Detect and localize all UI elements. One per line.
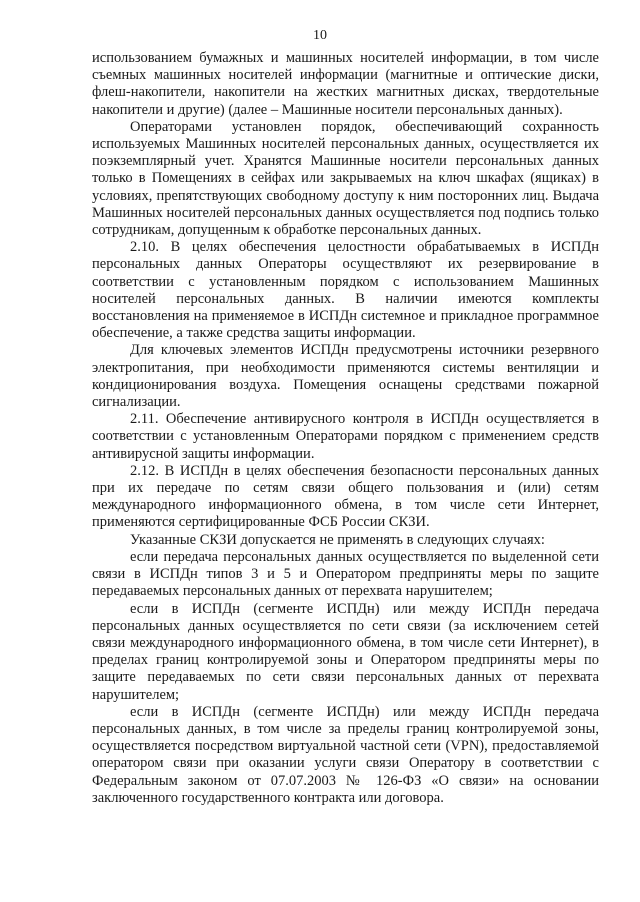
paragraph: Для ключевых элементов ИСПДн предусмотрены источники резервного электропитания, при необходимости применяются системы вентиляции и кондиционирования воздуха. Помещения оснащены средствами пожарной сигнализации. — [92, 342, 599, 411]
paragraph: если в ИСПДн (сегменте ИСПДн) или между ИСПДн передача персональных данных осуществляется по сети связи (за исключением сетей связи международного информационного обмена, в том числе сети Интернет), в пределах границ контролируемой зоны и Оператором предприняты меры по защите передаваемых по сети связи персональных данных от перехвата нарушителем; — [92, 600, 599, 703]
paragraph: если в ИСПДн (сегменте ИСПДн) или между ИСПДн передача персональных данных, в том числе за пределы границ контролируемой зоны, осуществляется посредством виртуальной частной сети (VPN), предоставляемой оператором связи при оказании услуги связи Оператору в соответствии с Федеральным законом от 07.07.2003 № 126-ФЗ «О связи» на основании заключенного государственного контракта или договора. — [92, 703, 599, 806]
body-text — [92, 50, 599, 807]
paragraph: Операторами установлен порядок, обеспечивающий сохранность используемых Машинных носителей персональных данных, осуществляется их поэкземплярный учет. Хранятся Машинные носители персональных данных только в Помещениях в сейфах или закрываемых на ключ шкафах (ящиках) в условиях, препятствующих свободному доступу к ним посторонних лиц. Выдача Машинных носителей персональных данных осуществляется под подпись только сотрудникам, допущенным к обработке персональных данных. — [92, 118, 599, 239]
paragraph: использованием бумажных и машинных носителей информации, в том числе съемных машинных носителей информации (магнитные и оптические диски, флеш-накопители, накопители на жестких магнитных дисках, твердотельные накопители и другие) (далее – Машинные носители персональных данных). — [92, 50, 599, 118]
paragraph: 2.12. В ИСПДн в целях обеспечения безопасности персональных данных при их передаче по сетям связи общего пользования и (или) сетям международного информационного обмена, в том числе сети Интернет, применяются сертифицированные ФСБ России СКЗИ. — [92, 462, 599, 531]
paragraph: 2.11. Обеспечение антивирусного контроля в ИСПДн осуществляется в соответствии с установленным Операторами порядком с применением средств антивирусной защиты информации. — [92, 411, 599, 462]
paragraph: Указанные СКЗИ допускается не применять в следующих случаях: — [130, 531, 545, 548]
paragraph: 2.10. В целях обеспечения целостности обрабатываемых в ИСПДн персональных данных Операторы осуществляют их резервирование в соответствии с установленным порядком с использованием Машинных носителей персональных данных. В наличии имеются комплекты восстановления на применяемое в ИСПДн системное и прикладное программное обеспечение, а также средства защиты информации. — [92, 239, 599, 342]
page-number: 10 — [313, 28, 327, 43]
paragraph: если передача персональных данных осуществляется по выделенной сети связи в ИСПДн типов 3 и 5 и Оператором предприняты меры по защите передаваемых персональных данных от перехвата нарушителем; — [92, 548, 599, 600]
